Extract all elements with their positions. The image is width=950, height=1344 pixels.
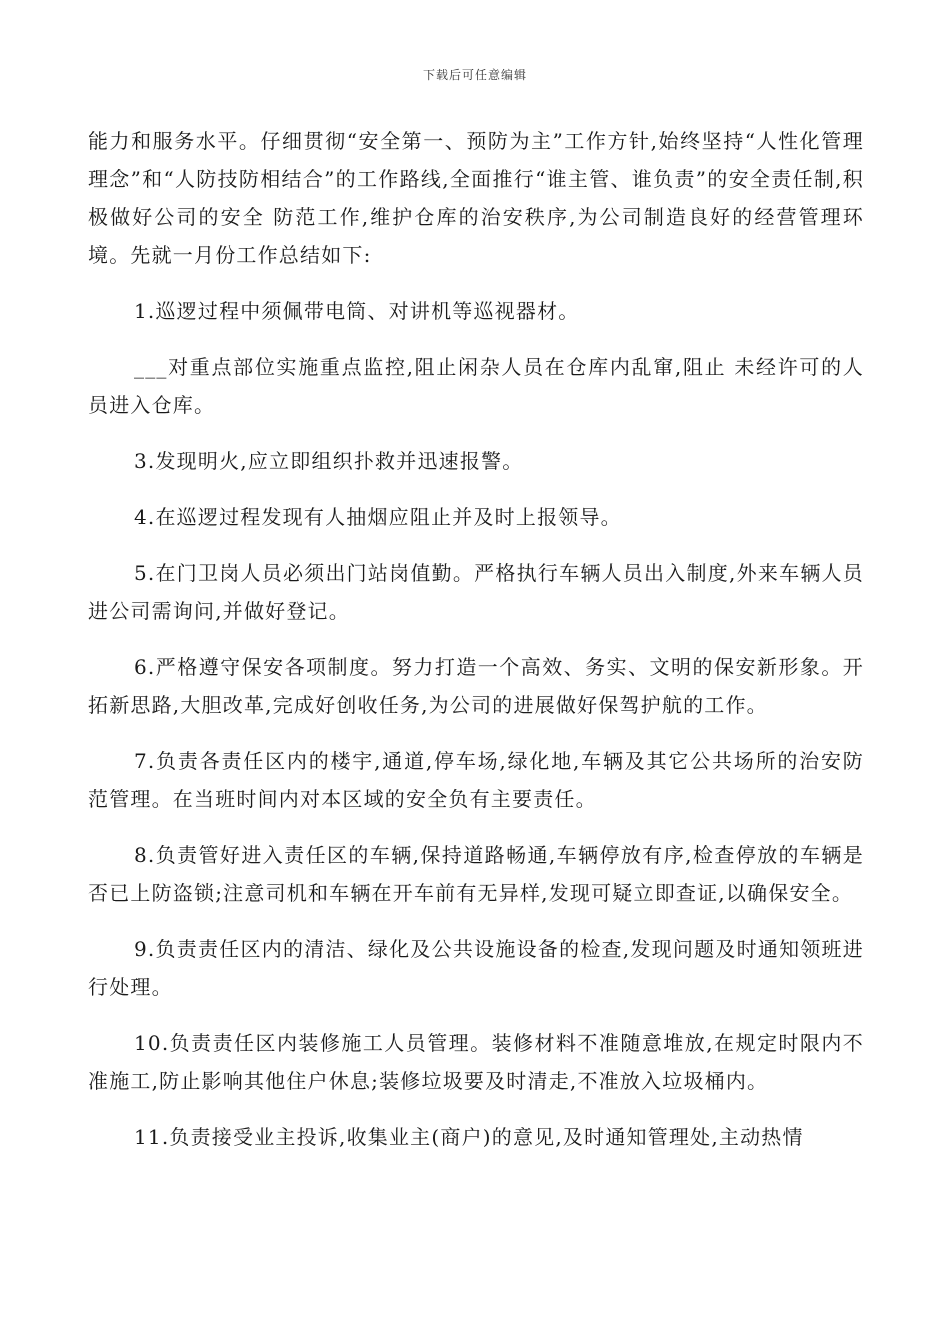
list-item-2: ___对重点部位实施重点监控,阻止闲杂人员在仓库内乱窜,阻止 未经许可的人员进入仓库。 <box>88 355 864 417</box>
list-item-3: 3.发现明火,应立即组织扑救并迅速报警。 <box>134 449 524 473</box>
header-note: 下载后可任意编辑 <box>422 68 527 82</box>
list-item-8: 8.负责管好进入责任区的车辆,保持道路畅通,车辆停放有序,检查停放的车辆是否已上防盗锁;注意司机和车辆在开车前有无异样,发现可疑立即查证,以确保安全。 <box>88 843 864 905</box>
intro-paragraph: 能力和服务水平。仔细贯彻“安全第一、预防为主”工作方针,始终坚持“人性化管理理念”和“人防技防相结合”的工作路线,全面推行“谁主管、谁负责”的安全责任制,积极做好公司的安全 防范工作,维护仓库的治安秩序,为公司制造良好的经营管理环境。先就一月份工作总结如下: <box>88 129 864 267</box>
list-item-4: 4.在巡逻过程发现有人抽烟应阻止并及时上报领导。 <box>134 505 622 529</box>
list-item-9: 9.负责责任区内的清洁、绿化及公共设施设备的检查,发现问题及时通知领班进行处理。 <box>88 937 864 999</box>
list-item-1: 1.巡逻过程中须佩带电筒、对讲机等巡视器材。 <box>134 299 580 323</box>
document-body <box>88 122 864 1174</box>
list-item-10: 10.负责责任区内装修施工人员管理。装修材料不准随意堆放,在规定时限内不准施工,防止影响其他住户休息;装修垃圾要及时清走,不准放入垃圾桶内。 <box>88 1031 864 1093</box>
list-item-6: 6.严格遵守保安各项制度。努力打造一个高效、务实、文明的保安新形象。开拓新思路,大胆改革,完成好创收任务,为公司的进展做好保驾护航的工作。 <box>88 655 864 717</box>
list-item-7: 7.负责各责任区内的楼宇,通道,停车场,绿化地,车辆及其它公共场所的治安防范管理。在当班时间内对本区域的安全负有主要责任。 <box>88 749 864 811</box>
list-item-5: 5.在门卫岗人员必须出门站岗值勤。严格执行车辆人员出入制度,外来车辆人员进公司需询问,并做好登记。 <box>88 561 864 623</box>
list-item-11: 11.负责接受业主投诉,收集业主(商户)的意见,及时通知管理处,主动热情 <box>134 1125 804 1149</box>
